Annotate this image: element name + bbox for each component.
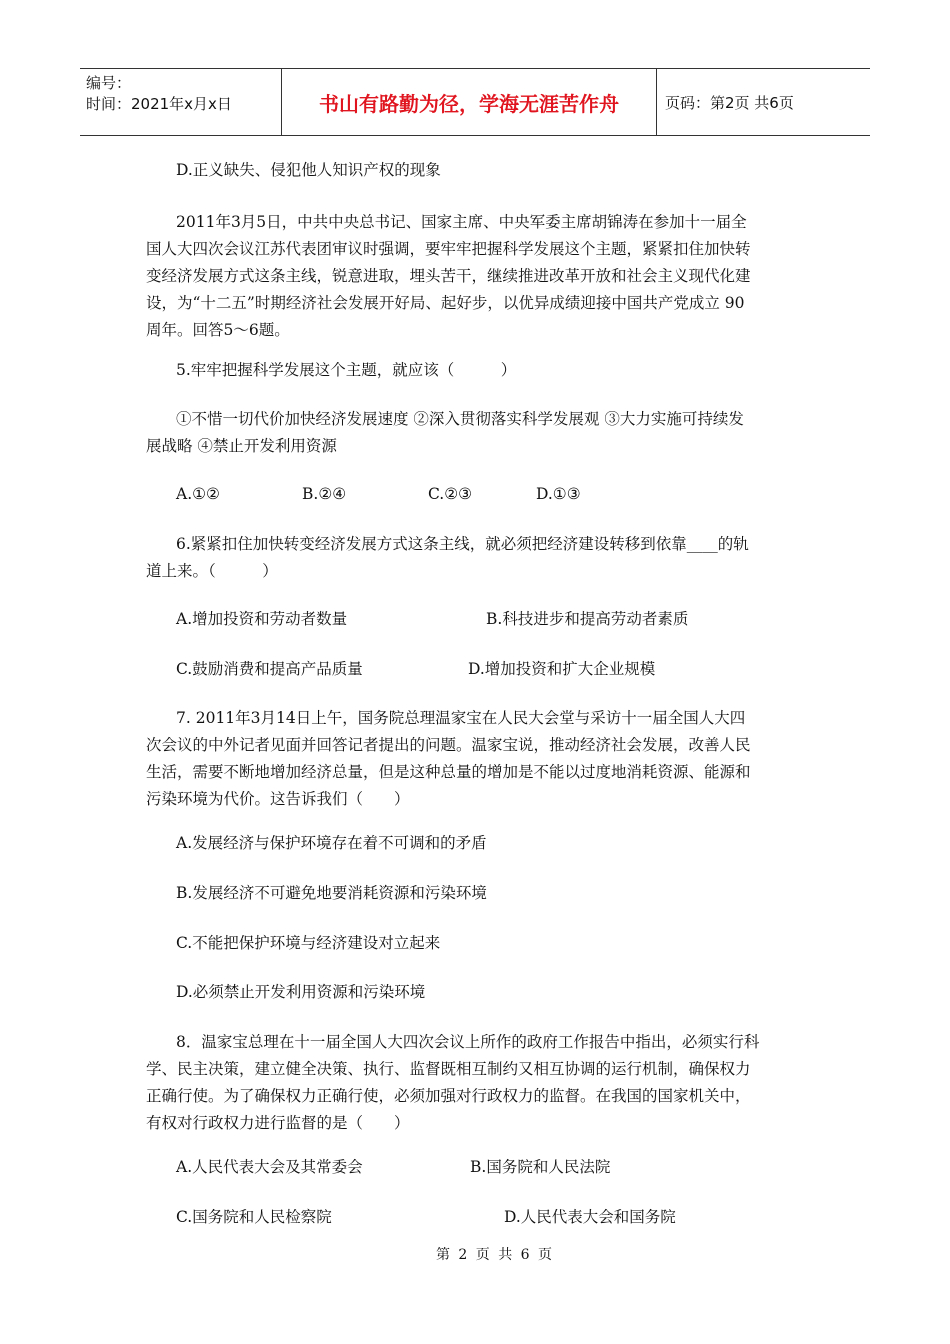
header-motto: 书山有路勤为径，学海无涯苦作舟 [282,69,657,135]
question-8-line-2: 学、民主决策，建立健全决策、执行、监督既相互制约又相互协调的运行机制，确保权力 [146,1060,751,1078]
question-8-line-4: 有权对行政权力进行监督的是（ ） [146,1114,410,1132]
material-line-1: 2011年3月5日，中共中央总书记、国家主席、中央军委主席胡锦涛在参加十一届全 [176,213,747,231]
page-header [80,68,870,136]
question-8-line-3: 正确行使。为了确保权力正确行使，必须加强对行政权力的监督。在我国的国家机关中， [146,1087,751,1105]
time-label: 时间：2021年x月x日 [86,95,232,113]
material-line-4: 设，为“十二五”时期经济社会发展开好局、起好步，以优异成绩迎接中国共产党成立 90 [146,294,745,312]
question-7-option-b: B.发展经济不可避免地要消耗资源和污染环境 [176,884,487,902]
question-6-line-1: 6.紧紧扣住加快转变经济发展方式这条主线，就必须把经济建设转移到依靠____的轨 [176,535,749,553]
question-8-option-b: B.国务院和人民法院 [470,1158,611,1176]
header-meta [80,69,282,135]
page-footer: 第 2 页 共 6 页 [435,1247,555,1263]
question-7-line-4: 污染环境为代价。这告诉我们（ ） [146,790,410,808]
question-8-option-d: D.人民代表大会和国务院 [504,1208,676,1226]
header-page-label: 页码：第2页 共6页 [665,93,794,112]
question-7-option-c: C.不能把保护环境与经济建设对立起来 [176,934,441,952]
material-line-5: 周年。回答5～6题。 [146,321,290,339]
question-6-option-a: A.增加投资和劳动者数量 [176,610,348,628]
question-7-line-3: 生活，需要不断地增加经济总量，但是这种总量的增加是不能以过度地消耗资源、能源和 [146,763,751,781]
question-5-option-b: B.②④ [302,485,347,503]
option-d-previous: D.正义缺失、侵犯他人知识产权的现象 [176,161,441,179]
question-5-items-line-2: 展战略 ④禁止开发利用资源 [146,437,337,455]
question-7-line-2: 次会议的中外记者见面并回答记者提出的问题。温家宝说，推动经济社会发展，改善人民 [146,736,751,754]
question-7-line-1: 7. 2011年3月14日上午，国务院总理温家宝在人民大会堂与采访十一届全国人大四 [176,709,746,727]
question-8-option-a: A.人民代表大会及其常委会 [176,1158,363,1176]
question-5-items-line-1: ①不惜一切代价加快经济发展速度 ②深入贯彻落实科学发展观 ③大力实施可持续发 [176,410,744,428]
question-7-option-a: A.发展经济与保护环境存在着不可调和的矛盾 [176,834,487,852]
material-line-2: 国人大四次会议江苏代表团审议时强调，要牢牢把握科学发展这个主题，紧紧扣住加快转 [146,240,751,258]
question-5: 5.牢牢把握科学发展这个主题，就应该（ ） [176,361,517,379]
question-6-option-b: B.科技进步和提高劳动者素质 [486,610,689,628]
question-5-option-c: C.②③ [428,485,473,503]
question-6-line-2: 道上来。（ ） [146,562,278,580]
code-label: 编号： [86,74,132,92]
material-line-3: 变经济发展方式这条主线，锐意进取，埋头苦干，继续推进改革开放和社会主义现代化建 [146,267,751,285]
question-6-option-d: D.增加投资和扩大企业规模 [468,660,656,678]
question-8-option-c: C.国务院和人民检察院 [176,1208,332,1226]
question-5-option-a: A.①② [176,485,220,503]
question-7-option-d: D.必须禁止开发利用资源和污染环境 [176,983,426,1001]
question-5-option-d: D.①③ [536,485,581,503]
question-6-option-c: C.鼓励消费和提高产品质量 [176,660,363,678]
question-8-line-1: 8．温家宝总理在十一届全国人大四次会议上所作的政府工作报告中指出，必须实行科 [176,1033,760,1051]
